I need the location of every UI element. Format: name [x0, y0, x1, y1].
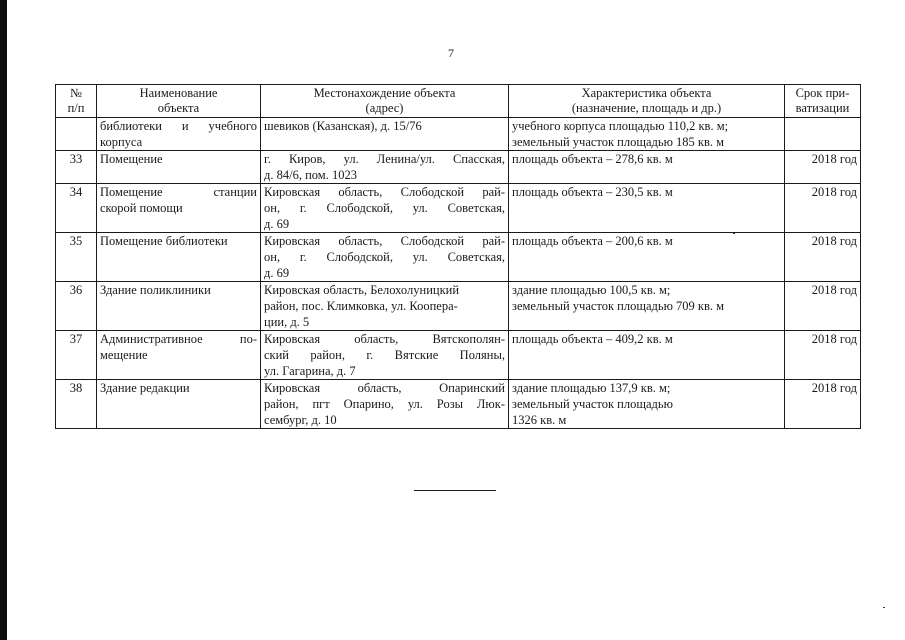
- cell-name: [97, 184, 261, 233]
- cell-characteristics-line: земельный участок площадью 709 кв. м: [512, 299, 725, 313]
- header-num-line: п/п: [67, 101, 85, 115]
- cell-term: 2018 год: [785, 331, 861, 380]
- cell-location: [261, 331, 509, 380]
- cell-num: 35: [56, 233, 97, 282]
- cell-num: [56, 118, 97, 151]
- cell-location-line: шевиков (Казанская), д. 15/76: [264, 119, 422, 133]
- cell-location: [261, 118, 509, 151]
- cell-characteristics-line: площадь объекта – 278,6 кв. м: [512, 152, 673, 166]
- cell-location: [261, 184, 509, 233]
- cell-name-line: Административное по-: [100, 332, 257, 346]
- cell-location: [261, 380, 509, 429]
- header-location-line: (адрес): [365, 101, 404, 115]
- header-characteristics-line: Характеристика объекта: [581, 86, 712, 100]
- cell-location-line: д. 84/6, пом. 1023: [264, 168, 357, 182]
- header-term-line: Срок при-: [795, 86, 850, 100]
- table-body: [56, 118, 861, 429]
- cell-num: 38: [56, 380, 97, 429]
- cell-characteristics-line: площадь объекта – 230,5 кв. м: [512, 185, 673, 199]
- cell-characteristics-line: земельный участок площадью 185 кв. м: [512, 135, 725, 149]
- cell-location-line: Кировская область, Слободской рай-: [264, 185, 505, 199]
- cell-location: [261, 151, 509, 184]
- cell-characteristics-line: здание площадью 137,9 кв. м;: [512, 381, 671, 395]
- table-row: [56, 233, 861, 282]
- cell-location-line: Кировская область, Вятскополян-: [264, 332, 505, 346]
- table-header-row: [56, 85, 861, 118]
- cell-name: [97, 380, 261, 429]
- cell-characteristics: [509, 184, 785, 233]
- cell-characteristics: [509, 331, 785, 380]
- cell-name-line: Здание поликлиники: [100, 283, 211, 297]
- cell-location-line: он, г. Слободской, ул. Советская,: [264, 201, 505, 215]
- cell-term: 2018 год: [785, 282, 861, 331]
- table-row: [56, 282, 861, 331]
- cell-term: 2018 год: [785, 184, 861, 233]
- cell-location-line: сембург, д. 10: [264, 413, 337, 427]
- cell-num: 36: [56, 282, 97, 331]
- cell-name: [97, 282, 261, 331]
- cell-location-line: д. 69: [264, 266, 290, 280]
- table-row: [56, 380, 861, 429]
- header-num-line: №: [70, 86, 82, 100]
- header-name-line: объекта: [157, 101, 200, 115]
- scan-speck: [883, 607, 885, 608]
- cell-term: 2018 год: [785, 233, 861, 282]
- cell-term: 2018 год: [785, 151, 861, 184]
- cell-location: [261, 282, 509, 331]
- closing-rule: [414, 490, 496, 491]
- cell-name: [97, 331, 261, 380]
- cell-location-line: Кировская область, Опаринский: [264, 381, 505, 395]
- table-row: [56, 184, 861, 233]
- cell-location-line: ский район, г. Вятские Поляны,: [264, 348, 505, 362]
- cell-name-line: Помещение станции: [100, 185, 257, 199]
- cell-name-line: библиотеки и учебного: [100, 119, 257, 133]
- cell-name: [97, 118, 261, 151]
- cell-characteristics-line: здание площадью 100,5 кв. м;: [512, 283, 671, 297]
- cell-name-line: мещение: [100, 348, 148, 362]
- cell-characteristics: [509, 282, 785, 331]
- table-row: [56, 118, 861, 151]
- cell-characteristics-line: площадь объекта – 200,6 кв. м: [512, 234, 673, 248]
- cell-characteristics: [509, 151, 785, 184]
- cell-location-line: он, г. Слободской, ул. Советская,: [264, 250, 505, 264]
- scan-edge-shadow: [0, 0, 7, 640]
- table-row: [56, 331, 861, 380]
- cell-location-line: район, пгт Опарино, ул. Розы Люк-: [264, 397, 505, 411]
- cell-characteristics-line: площадь объекта – 409,2 кв. м: [512, 332, 673, 346]
- header-num: [56, 85, 97, 118]
- cell-location: [261, 233, 509, 282]
- header-name-line: Наименование: [139, 86, 218, 100]
- cell-characteristics: [509, 380, 785, 429]
- cell-location-line: Кировская область, Белохолуницкий: [264, 283, 460, 297]
- cell-term: [785, 118, 861, 151]
- table-row: [56, 151, 861, 184]
- cell-location-line: ул. Гагарина, д. 7: [264, 364, 356, 378]
- cell-location-line: ции, д. 5: [264, 315, 310, 329]
- cell-characteristics-line: 1326 кв. м: [512, 413, 567, 427]
- cell-location-line: район, пос. Климковка, ул. Коопера-: [264, 299, 458, 313]
- cell-name-line: скорой помощи: [100, 201, 183, 215]
- cell-name-line: Здание редакции: [100, 381, 190, 395]
- cell-characteristics: [509, 233, 785, 282]
- header-term-line: ватизации: [795, 101, 850, 115]
- page-number: 7: [448, 46, 454, 60]
- cell-characteristics-line: учебного корпуса площадью 110,2 кв. м;: [512, 119, 729, 133]
- cell-characteristics: [509, 118, 785, 151]
- cell-name: [97, 151, 261, 184]
- cell-num: 37: [56, 331, 97, 380]
- cell-location-line: д. 69: [264, 217, 290, 231]
- cell-location-line: г. Киров, ул. Ленина/ул. Спасская,: [264, 152, 505, 166]
- cell-characteristics-line: земельный участок площадью: [512, 397, 673, 411]
- privatization-table: [55, 84, 861, 429]
- header-term: [785, 85, 861, 118]
- cell-term: 2018 год: [785, 380, 861, 429]
- cell-location-line: Кировская область, Слободской рай-: [264, 234, 505, 248]
- header-location-line: Местонахождение объекта: [313, 86, 456, 100]
- header-characteristics-line: (назначение, площадь и др.): [571, 101, 722, 115]
- scan-speck: [733, 233, 735, 234]
- header-location: [261, 85, 509, 118]
- cell-name-line: Помещение: [100, 152, 163, 166]
- cell-name: [97, 233, 261, 282]
- cell-num: 33: [56, 151, 97, 184]
- cell-name-line: Помещение библиотеки: [100, 234, 228, 248]
- header-name: [97, 85, 261, 118]
- cell-name-line: корпуса: [100, 135, 143, 149]
- header-characteristics: [509, 85, 785, 118]
- cell-num: 34: [56, 184, 97, 233]
